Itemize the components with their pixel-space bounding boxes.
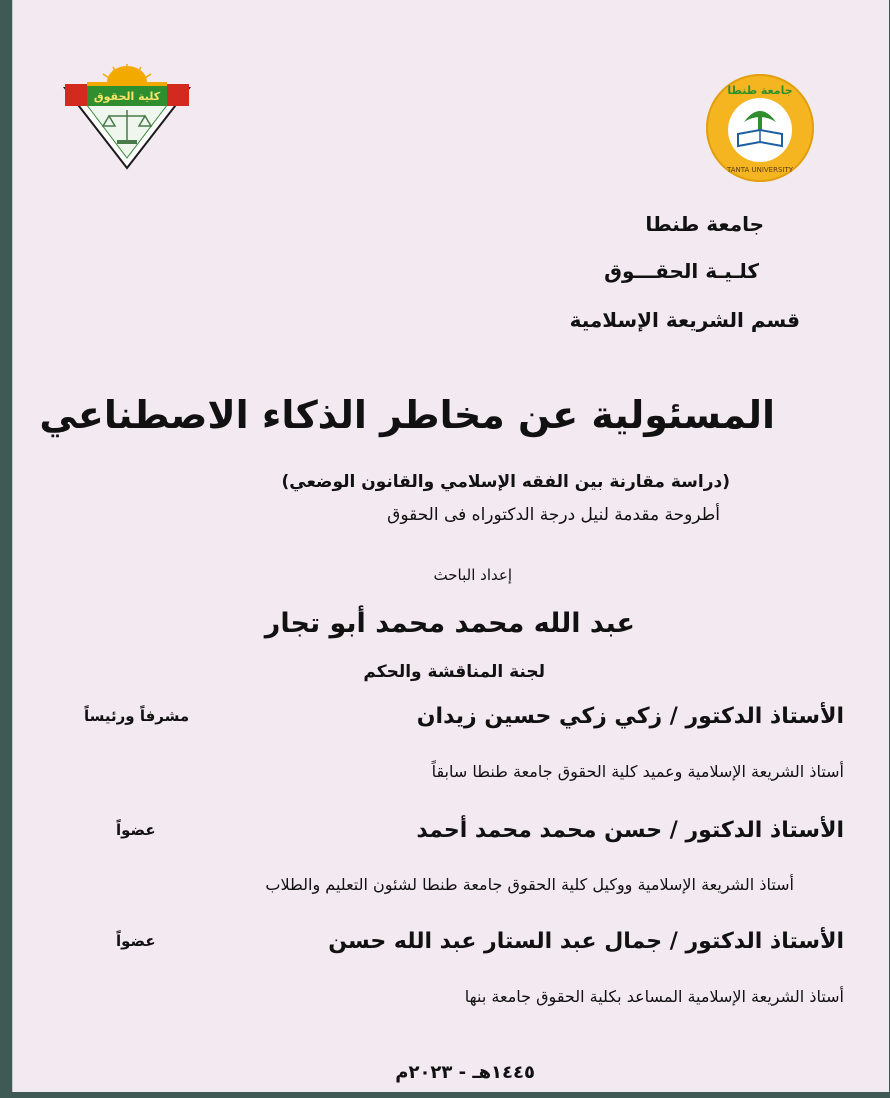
- svg-text:كلية الحقوق: كلية الحقوق: [93, 90, 161, 103]
- thesis-purpose: أطروحة مقدمة لنيل درجة الدكتوراه فى الحقوق: [387, 505, 720, 525]
- committee-member-name: الأستاذ الدكتور / زكي زكي حسين زيدان: [416, 704, 844, 729]
- thesis-subtitle: (دراسة مقارنة بين الفقه الإسلامي والقانون الوضعي): [281, 472, 730, 492]
- committee-member-role: عضواً: [116, 932, 156, 950]
- submission-date: ١٤٤٥هـ - ٢٠٢٣م: [395, 1062, 535, 1083]
- prepared-by-label: إعداد الباحث: [433, 566, 512, 584]
- department-name: قسم الشريعة الإسلامية: [569, 308, 800, 332]
- university-name: جامعة طنطا: [645, 212, 764, 236]
- svg-text:TANTA UNIVERSITY: TANTA UNIVERSITY: [726, 166, 794, 174]
- faculty-of-law-logo: [57, 62, 197, 172]
- committee-member-role: مشرفاً ورئيساً: [84, 707, 190, 725]
- committee-member-desc: أستاذ الشريعة الإسلامية وعميد كلية الحقوق جامعة طنطا سابقاً: [431, 762, 844, 781]
- committee-member-desc: أستاذ الشريعة الإسلامية المساعد بكلية الحقوق جامعة بنها: [464, 987, 844, 1006]
- committee-member-role: عضواً: [116, 821, 156, 839]
- committee-member-name: الأستاذ الدكتور / حسن محمد محمد أحمد: [416, 818, 844, 843]
- committee-member-name: الأستاذ الدكتور / جمال عبد الستار عبد الله حسن: [328, 929, 844, 954]
- thesis-title: المسئولية عن مخاطر الذكاء الاصطناعي: [39, 393, 775, 437]
- tanta-university-logo: [704, 72, 816, 184]
- researcher-name: عبد الله محمد محمد أبو تجار: [264, 608, 635, 639]
- svg-text:جامعة طنطا: جامعة طنطا: [727, 84, 793, 97]
- bottom-border: [0, 1092, 890, 1098]
- faculty-name: كلـيـة الحقـــوق: [604, 259, 759, 283]
- committee-member-desc: أستاذ الشريعة الإسلامية ووكيل كلية الحقوق جامعة طنطا لشئون التعليم والطلاب: [265, 875, 794, 894]
- committee-heading: لجنة المناقشة والحكم: [363, 662, 545, 682]
